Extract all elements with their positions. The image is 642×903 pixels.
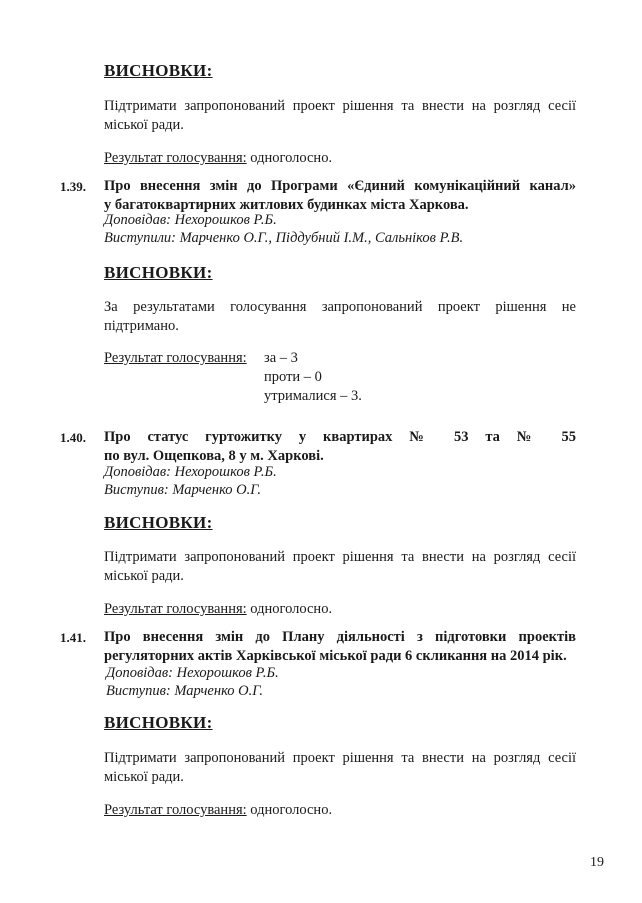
item-speaker: Доповідав: Нехорошков Р.Б.	[106, 665, 279, 681]
vote-result	[104, 600, 332, 619]
conclusion-text: Підтримати запропонований проект рішення та внести на розгляд сесії міської ради.	[104, 98, 576, 133]
vote-result-value: одноголосно.	[246, 601, 333, 617]
item-number: 1.41.	[60, 630, 86, 645]
vote-result	[104, 149, 332, 168]
vote-for: за – 3	[264, 350, 298, 366]
item-speaker: Доповідав: Нехорошков Р.Б.	[104, 212, 277, 228]
vote-against: проти – 0	[264, 369, 322, 385]
vote-result	[104, 349, 247, 368]
item-title: Про внесення змін до Плану діяльності з підготовки проектів регуляторних актів Харківської міської ради 6 скликання на 2014 рік.	[104, 629, 576, 664]
conclusions-heading: ВИСНОВКИ:	[104, 61, 213, 80]
item-number: 1.39.	[60, 179, 86, 194]
vote-result-value: одноголосно.	[246, 150, 333, 166]
vote-result-value: одноголосно.	[246, 802, 333, 818]
vote-result-label: Результат голосування:	[104, 802, 247, 818]
conclusion-text: Підтримати запропонований проект рішення та внести на розгляд сесії міської ради.	[104, 549, 576, 584]
item-participants: Виступили: Марченко О.Г., Піддубний І.М., Сальніков Р.В.	[104, 230, 464, 246]
item-participants: Виступив: Марченко О.Г.	[104, 482, 262, 498]
vote-result-label: Результат голосування:	[104, 150, 247, 166]
item-title: Про статус гуртожитку у квартирах № 53 та № 55 по вул. Ощепкова, 8 у м. Харкові.	[104, 429, 576, 464]
item-title: Про внесення змін до Програми «Єдиний комунікаційний канал» у багатоквартирних житлових будинках міста Харкова.	[104, 178, 576, 213]
page-number: 19	[590, 855, 604, 870]
conclusion-text: За результатами голосування запропонований проект рішення не підтримано.	[104, 299, 576, 334]
conclusions-heading: ВИСНОВКИ:	[104, 263, 213, 282]
vote-abstained: утрималися – 3.	[264, 388, 362, 404]
vote-breakdown	[264, 349, 362, 406]
item-participants: Виступив: Марченко О.Г.	[106, 683, 264, 699]
vote-result-label: Результат голосування:	[104, 601, 247, 617]
vote-result	[104, 801, 332, 820]
item-number: 1.40.	[60, 430, 86, 445]
vote-result-label: Результат голосування:	[104, 350, 247, 366]
conclusions-heading: ВИСНОВКИ:	[104, 513, 213, 532]
conclusion-text: Підтримати запропонований проект рішення та внести на розгляд сесії міської ради.	[104, 750, 576, 785]
conclusions-heading: ВИСНОВКИ:	[104, 713, 213, 732]
item-speaker: Доповідав: Нехорошков Р.Б.	[104, 464, 277, 480]
